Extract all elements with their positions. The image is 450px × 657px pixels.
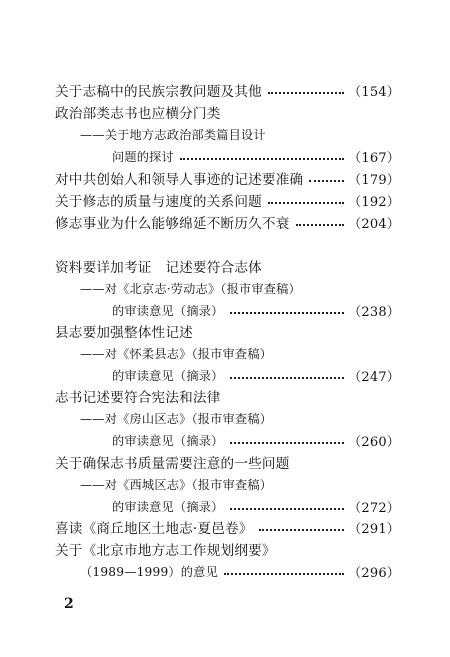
toc-entry-subtitle [80, 473, 400, 495]
toc-entry-page: （247） [348, 369, 400, 385]
toc-entry-page: （296） [348, 565, 400, 581]
toc-entry-title: 关于志稿中的民族宗教问题及其他 [55, 84, 262, 100]
toc-entry-page: （204） [348, 216, 400, 232]
toc-entry-title: 政治部类志书也应横分门类 [55, 106, 221, 122]
toc-entry-title: ——对《怀柔县志》（报市审查稿） [80, 346, 273, 361]
dot-leader [230, 508, 345, 510]
toc-entry-page: （154） [348, 84, 400, 100]
dot-leader [268, 202, 344, 204]
toc-entry-subtitle [80, 123, 400, 145]
toc-entry-page: （179） [348, 172, 400, 188]
dot-leader [268, 92, 344, 94]
toc-entry-title: 的审读意见（摘录） [112, 499, 224, 514]
toc-entry [55, 516, 400, 538]
toc-entry [55, 451, 400, 473]
toc-entry-title: 的审读意见（摘录） [112, 368, 224, 383]
toc-entry-page: （272） [348, 500, 400, 516]
toc-entry [55, 320, 400, 342]
toc-entry-subtitle [80, 407, 400, 429]
toc-entry-title: 县志要加强整体性记述 [55, 325, 193, 341]
toc-entry-title: 关于修志的质量与速度的关系问题 [55, 194, 262, 210]
dot-leader [224, 573, 344, 575]
toc-entry-title: 关于《北京市地方志工作规划纲要》 [55, 543, 276, 559]
dot-leader [230, 377, 345, 379]
toc-entry [55, 385, 400, 407]
toc-entry-title: ——对《北京志·劳动志》（报市审查稿） [80, 281, 301, 296]
toc-entry-subtitle [80, 277, 400, 299]
toc-entry [80, 560, 400, 582]
dot-leader [180, 158, 344, 160]
toc-entry [55, 255, 400, 277]
toc-entry-title: 问题的探讨 [112, 149, 174, 164]
dot-leader [259, 529, 345, 531]
toc-entry [112, 299, 400, 321]
toc-entry-subtitle [80, 342, 400, 364]
dot-leader [296, 224, 345, 226]
toc-entry-title: 的审读意见（摘录） [112, 303, 224, 318]
toc-entry [55, 101, 400, 123]
toc-entry-page: （260） [348, 434, 400, 450]
toc-entry-title: 修志事业为什么能够绵延不断历久不衰 [55, 216, 290, 232]
toc-entry [55, 211, 400, 233]
toc-entry [112, 495, 400, 517]
toc-entry-title: 对中共创始人和领导人事迹的记述要准确 [55, 172, 304, 188]
toc-entry-title: 资料要详加考证 记述要符合志体 [55, 260, 262, 276]
toc-entry-page: （238） [348, 304, 400, 320]
toc-entry [55, 79, 400, 101]
toc-entry-title: 喜读《商丘地区土地志·夏邑卷》 [55, 521, 253, 537]
toc-entry-title: ——对《房山区志》（报市审查稿） [80, 411, 273, 426]
toc-entry [55, 189, 400, 211]
toc-entry-title: （1989—1999）的意见 [80, 564, 218, 579]
toc-entry [55, 167, 400, 189]
dot-leader [230, 442, 345, 444]
dot-leader [230, 312, 345, 314]
toc-entry [112, 429, 400, 451]
toc-entry [55, 538, 400, 560]
page-number: 2 [64, 596, 74, 612]
toc-entry-page: （291） [348, 521, 400, 537]
toc-entry-title: 志书记述要符合宪法和法律 [55, 390, 221, 406]
toc-entry-page: （167） [348, 150, 400, 166]
toc-entry-title: ——关于地方志政治部类篇目设计 [80, 127, 266, 142]
toc-entry [112, 364, 400, 386]
toc-entry-title: 关于确保志书质量需要注意的一些问题 [55, 456, 290, 472]
toc-entry-title: 的审读意见（摘录） [112, 433, 224, 448]
dot-leader [309, 180, 344, 182]
toc-entry [112, 145, 400, 167]
toc-entry-title: ——对《西城区志》（报市审查稿） [80, 477, 273, 492]
toc-entry-page: （192） [348, 194, 400, 210]
